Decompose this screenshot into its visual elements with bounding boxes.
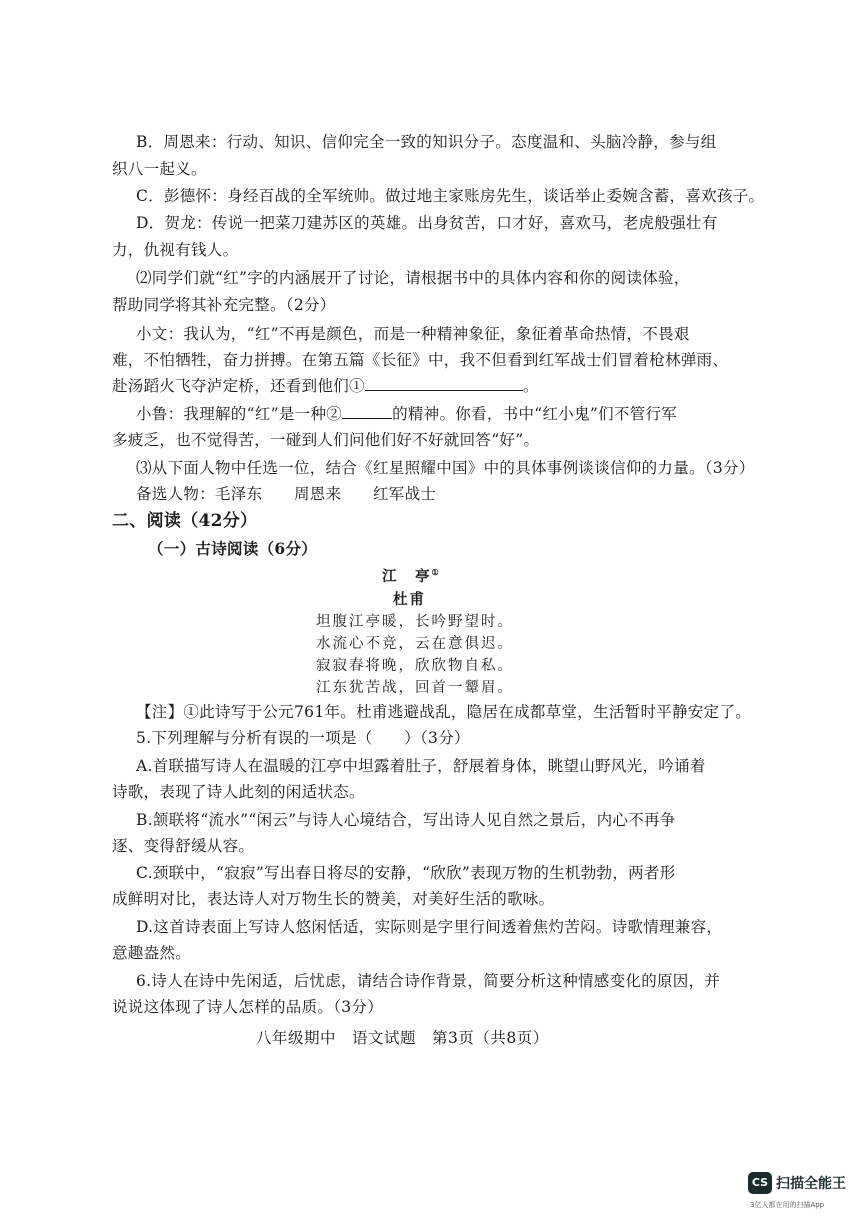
q5-option-a-line1: A.首联描写诗人在温暖的江亭中坦露着肚子，舒展着身体，眺望山野风光，吟诵着 — [136, 757, 706, 775]
scanner-logo-icon: CS — [748, 1172, 772, 1194]
section-2-heading: 二、阅读（42分） — [112, 511, 258, 531]
question-5: 5.下列理解与分析有误的一项是（ ）（3分） — [136, 729, 470, 747]
xiaowen-line3-text: 赴汤蹈火飞夺泸定桥，还看到他们① — [112, 377, 365, 395]
scanner-watermark — [748, 1170, 863, 1218]
q5-option-a-line2: 诗歌，表现了诗人此刻的闲适状态。 — [112, 783, 365, 801]
q5-option-d-line1: D.这首诗表面上写诗人悠闲恬适，实际则是字里行间透着焦灼苦闷。诗歌情理兼容， — [136, 918, 723, 936]
candidate-figures: 备选人物：毛泽东 周恩来 红军战士 — [136, 485, 437, 503]
q5-option-d-line2: 意趣盎然。 — [112, 944, 192, 962]
xiaowen-line3-end: 。 — [522, 377, 539, 395]
option-d-line1: D．贺龙：传说一把菜刀建苏区的英雄。出身贫苦，口才好，喜欢马，老虎般强壮有 — [136, 214, 718, 232]
q5-option-c-line1: C.颈联中，“寂寂”写出春日将尽的安静，“欣欣”表现万物的生机勃勃，两者形 — [136, 864, 676, 882]
option-c: C．彭德怀：身经百战的全军统帅。做过地主家账房先生，谈话举止委婉含蓄，喜欢孩子。 — [136, 187, 765, 205]
question-2-line1: ⑵同学们就“红”字的内涵展开了讨论，请根据书中的具体内容和你的阅读体验， — [136, 269, 690, 287]
option-b-line2: 织八一起义。 — [112, 160, 207, 178]
xiaowen-line2: 难，不怕牺牲，奋力拼搏。在第五篇《长征》中，我不但看到红军战士们冒着枪林弹雨、 — [112, 351, 729, 369]
xiaolu-line1 — [136, 404, 677, 424]
question-6-line2: 说说这体现了诗人怎样的品质。（3分） — [112, 998, 384, 1016]
page-footer: 八年级期中 语文试题 第3页（共8页） — [256, 1029, 549, 1047]
poem-title — [382, 565, 441, 586]
option-b-line1: B．周恩来：行动、知识、信仰完全一致的知识分子。态度温和、头脑冷静，参与组 — [136, 133, 717, 151]
poem-note: 【注】①此诗写于公元761年。杜甫逃避战乱，隐居在成都草堂，生活暂时平静安定了。 — [136, 703, 752, 721]
q5-option-b-line2: 逐、变得舒缓从容。 — [112, 837, 255, 855]
xiaolu-line2: 多疲乏，也不觉得苦，一碰到人们问他们好不好就回答“好”。 — [112, 431, 540, 449]
xiaowen-line3 — [112, 376, 539, 396]
poem-title-text: 江 亭 — [382, 568, 432, 585]
poem-verse-2: 水流心不竞，云在意俱迟。 — [316, 636, 514, 652]
q5-option-c-line2: 成鲜明对比，表达诗人对万物生长的赞美，对美好生活的歌咏。 — [112, 890, 555, 908]
xiaolu-line1-text: 小鲁：我理解的“红”是一种② — [136, 405, 343, 423]
question-2-line2: 帮助同学将其补充完整。（2分） — [112, 296, 336, 314]
xiaowen-line1: 小文：我认为，“红”不再是颜色，而是一种精神象征，象征着革命热情，不畏艰 — [136, 325, 690, 343]
q5-option-b-line1: B.颔联将“流水”“闲云”与诗人心境结合，写出诗人见自然之景后，内心不再争 — [136, 811, 676, 829]
subsection-poetry-heading: （一）古诗阅读（6分） — [148, 539, 318, 558]
option-d-line2: 力，仇视有钱人。 — [112, 241, 239, 259]
poem-verse-4: 江东犹苦战，回首一颦眉。 — [316, 680, 514, 696]
answer-blank-2[interactable] — [342, 404, 392, 419]
question-3: ⑶从下面人物中任选一位，结合《红星照耀中国》中的具体事例谈谈信仰的力量。（3分） — [136, 459, 755, 477]
poem-title-note: ① — [431, 567, 441, 578]
scanner-app-name: 扫描全能王 — [776, 1176, 846, 1192]
scanner-tagline: 3亿人都在用的扫描App — [750, 1201, 825, 1209]
poem-author: 杜甫 — [393, 591, 426, 608]
poem-verse-3: 寂寂春将晚，欣欣物自私。 — [316, 658, 514, 674]
answer-blank-1[interactable] — [365, 376, 523, 391]
question-6-line1: 6.诗人在诗中先闲适，后忧虑，请结合诗作背景，简要分析这种情感变化的原因，并 — [136, 972, 721, 990]
poem-verse-1: 坦腹江亭暖，长吟野望时。 — [316, 614, 514, 630]
xiaolu-line1-end: 的精神。你看，书中“红小鬼”们不管行军 — [392, 405, 678, 423]
